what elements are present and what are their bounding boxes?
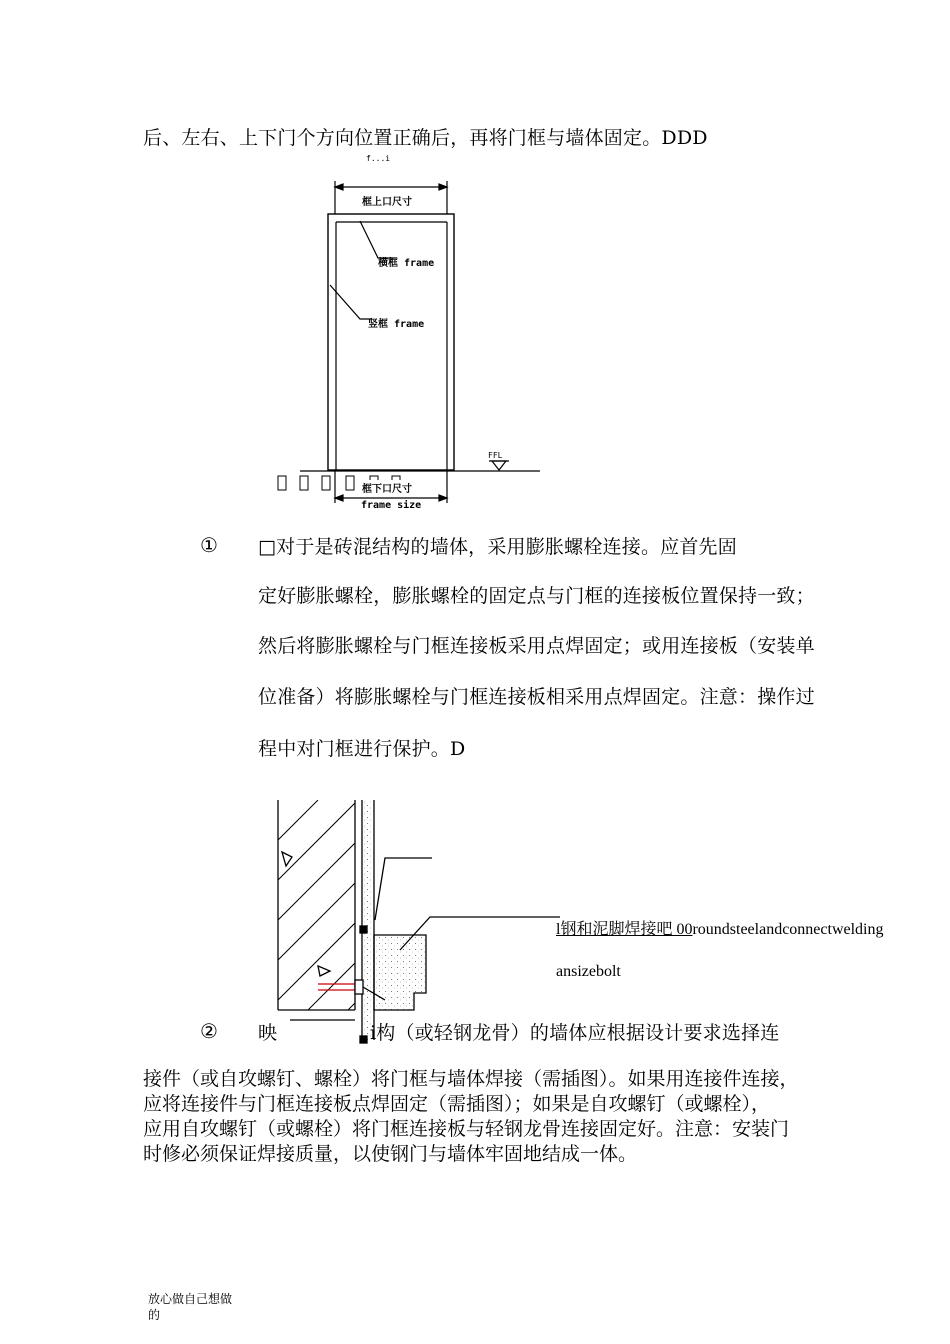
bottom-dimension-label: 框下口尺寸 xyxy=(362,480,412,495)
item2-line-left: 映 xyxy=(258,1022,278,1044)
item1-line-5: 程中对门框进行保护。D xyxy=(258,738,466,760)
footer-line-1: 放心做自己想做 xyxy=(148,1292,233,1306)
head-frame-label: 横框 frame xyxy=(378,258,435,269)
callout-size-bolt: ansizebolt xyxy=(556,963,621,980)
callout-underlined-text: l钢和泥脚焊接吧 00 xyxy=(556,921,693,938)
item2-marker: ② xyxy=(200,1019,218,1043)
item2-line-right: i构（或轻钢龙骨）的墙体应根据设计要求选择连 xyxy=(370,1022,780,1044)
item1-line-3: 然后将膨胀螺栓与门框连接板采用点焊固定；或用连接板（安装单 xyxy=(258,635,815,657)
intro-line: 后、左右、上下门个方向位置正确后，再将门框与墙体固定。DDD xyxy=(143,127,708,149)
continuation-line-4: 时修必须保证焊接质量，以使钢门与墙体牢固地结成一体。 xyxy=(143,1143,638,1165)
continuation-line-1: 接件（或自攻螺钉、螺栓）将门框与墙体焊接（需插图）。如果用连接件连接， xyxy=(143,1068,799,1090)
callout-rest-text: roundsteelandconnectwelding xyxy=(692,921,884,938)
footer-line-2: 的 xyxy=(148,1308,161,1322)
item1-marker: ① xyxy=(200,533,218,557)
continuation-line-3: 应用自攻螺钉（或螺栓）将门框连接板与轻钢龙骨连接固定好。注意：安装门 xyxy=(143,1118,790,1140)
figure1-tiny-mark: f...i xyxy=(366,154,391,163)
jamb-frame-label: 竖框 frame xyxy=(368,319,425,330)
item1-line-2: 定好膨胀螺栓，膨胀螺栓的固定点与门框的连接板位置保持一致； xyxy=(258,585,815,607)
item1-line-1: □对于是砖混结构的墙体，采用膨胀螺栓连接。应首先固 xyxy=(258,536,737,558)
continuation-line-2: 应将连接件与门框连接板点焊固定（需插图）；如果是自攻螺钉（或螺栓）， xyxy=(143,1093,771,1115)
ffl-label: FFL xyxy=(488,451,503,460)
item1-line-4: 位准备）将膨胀螺栓与门框连接板相采用点焊固定。注意：操作过 xyxy=(258,686,815,708)
callout-round-steel xyxy=(556,916,884,939)
frame-size-label: frame size xyxy=(361,500,422,511)
top-dimension-label: 框上口尺寸 xyxy=(362,197,412,208)
